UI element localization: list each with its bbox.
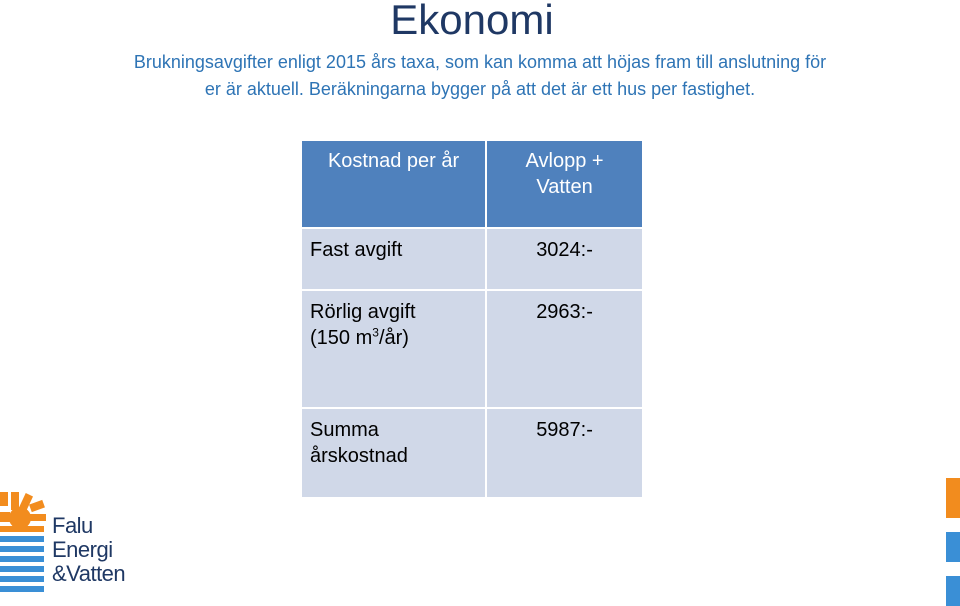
logo-text bbox=[52, 514, 125, 586]
row-label-line-2-pre: (150 m bbox=[310, 327, 373, 349]
row-value: 5987:- bbox=[486, 408, 643, 498]
row-label bbox=[301, 408, 486, 498]
row-label-sup: 3 bbox=[372, 325, 379, 340]
table-row bbox=[301, 290, 643, 408]
table-row bbox=[301, 228, 643, 290]
table-header-row bbox=[301, 140, 643, 228]
side-decoration-blue bbox=[946, 532, 960, 562]
intro-line-2: er är aktuell. Beräkningarna bygger på att det är ett hus per fastighet. bbox=[204, 79, 756, 99]
intro-text bbox=[70, 49, 890, 103]
side-decoration-blue-2 bbox=[946, 576, 960, 606]
row-value: 2963:- bbox=[486, 290, 643, 408]
cost-table bbox=[300, 139, 644, 499]
header-cost-per-year: Kostnad per år bbox=[301, 140, 486, 228]
page-title: Ekonomi bbox=[390, 0, 554, 43]
row-label-line-1: Rörlig avgift bbox=[310, 301, 416, 323]
header-sewage-water bbox=[486, 140, 643, 228]
header-line-1: Avlopp + bbox=[525, 150, 604, 172]
sun-icon bbox=[0, 492, 46, 532]
header-line-2: Vatten bbox=[536, 176, 593, 198]
logo-line-3: &Vatten bbox=[52, 561, 126, 586]
logo-line-1: Falu bbox=[52, 513, 93, 538]
row-label-line-2: årskostnad bbox=[310, 445, 408, 467]
intro-line-1: Brukningsavgifter enligt 2015 års taxa, som kan komma att höjas fram till anslutning för bbox=[133, 52, 827, 72]
row-label-line-1: Fast avgift bbox=[310, 239, 403, 261]
row-label bbox=[301, 228, 486, 290]
row-value: 3024:- bbox=[486, 228, 643, 290]
logo-line-2: Energi bbox=[52, 537, 113, 562]
table-row bbox=[301, 408, 643, 498]
row-label bbox=[301, 290, 486, 408]
water-icon bbox=[0, 536, 44, 592]
row-label-line-2 bbox=[310, 325, 485, 351]
row-label-line-1: Summa bbox=[310, 419, 379, 441]
side-decoration-orange bbox=[946, 478, 960, 518]
row-label-line-2-post: /år) bbox=[378, 327, 409, 349]
